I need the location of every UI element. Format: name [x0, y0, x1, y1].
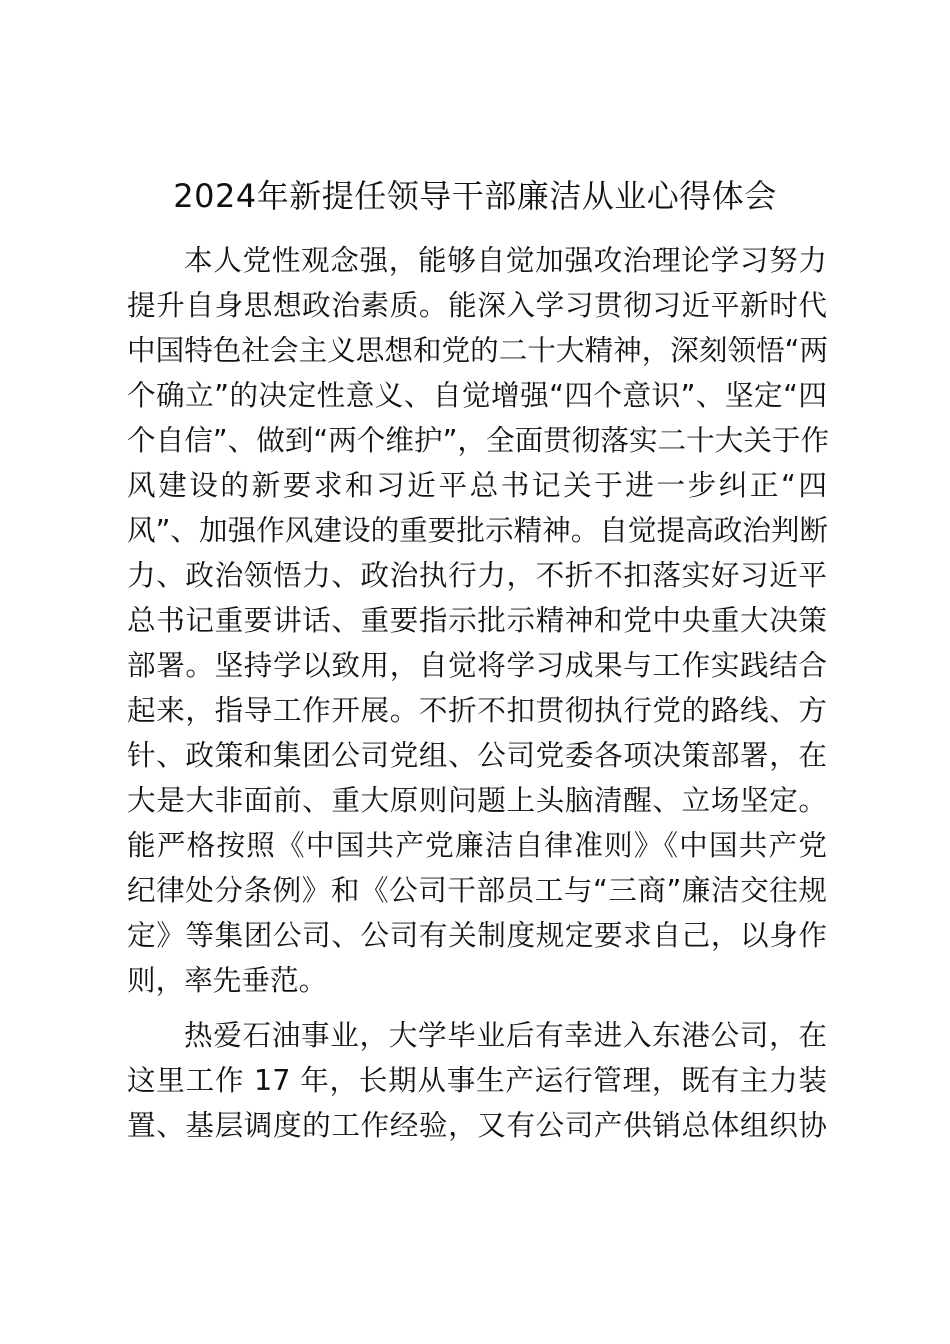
paragraph-line: 风”、加强作风建设的重要批示精神。自觉提高政治判断 [127, 513, 829, 547]
paragraph-line: 提升自身思想政治素质。能深入学习贯彻习近平新时代 [127, 288, 827, 322]
paragraph-line: 热爱石油事业，大学毕业后有幸进入东港公司，在 [184, 1018, 827, 1052]
paragraph-line: 本人党性观念强，能够自觉加强攻治理论学习努力 [184, 243, 827, 277]
paragraph-line: 部署。坚持学以致用，自觉将学习成果与工作实践结合 [127, 648, 827, 682]
paragraph-line: 力、政治领悟力、政治执行力，不折不扣落实好习近平 [127, 558, 827, 592]
paragraph-line: 定》等集团公司、公司有关制度规定要求自己，以身作 [127, 918, 827, 952]
paragraph-line: 大是大非面前、重大原则问题上头脑清醒、立场坚定。 [127, 783, 827, 817]
paragraph-line: 中国特色社会主义思想和党的二十大精神，深刻领悟“两 [127, 333, 829, 367]
paragraph-line: 个自信”、做到“两个维护”，全面贯彻落实二十大关于作 [127, 423, 830, 457]
paragraph-line: 这里工作 17 年，长期从事生产运行管理，既有主力装 [127, 1063, 827, 1097]
paragraph-1 [127, 238, 830, 1003]
paragraph-line: 纪律处分条例》和《公司干部员工与“三商”廉洁交往规 [127, 873, 827, 907]
paragraph-line: 能严格按照《中国共产党廉洁自律准则》《中国共产党 [127, 828, 827, 862]
paragraph-line: 针、政策和集团公司党组、公司党委各项决策部署，在 [127, 738, 827, 772]
paragraph-line: 则，率先垂范。 [127, 963, 328, 997]
paragraph-2 [127, 1013, 827, 1148]
paragraph-line: 置、基层调度的工作经验，又有公司产供销总体组织协 [127, 1108, 827, 1142]
paragraph-line: 个确立”的决定性意义、自觉增强“四个意识”、坚定“四 [127, 378, 827, 412]
paragraph-line: 起来，指导工作开展。不折不扣贯彻执行党的路线、方 [127, 693, 827, 727]
paragraph-line: 总书记重要讲话、重要指示批示精神和党中央重大决策 [127, 603, 827, 637]
document-title: 2024年新提任领导干部廉洁从业心得体会 [173, 177, 777, 215]
paragraph-line: 风建设的新要求和习近平总书记关于进一步纠正“四 [127, 468, 827, 502]
